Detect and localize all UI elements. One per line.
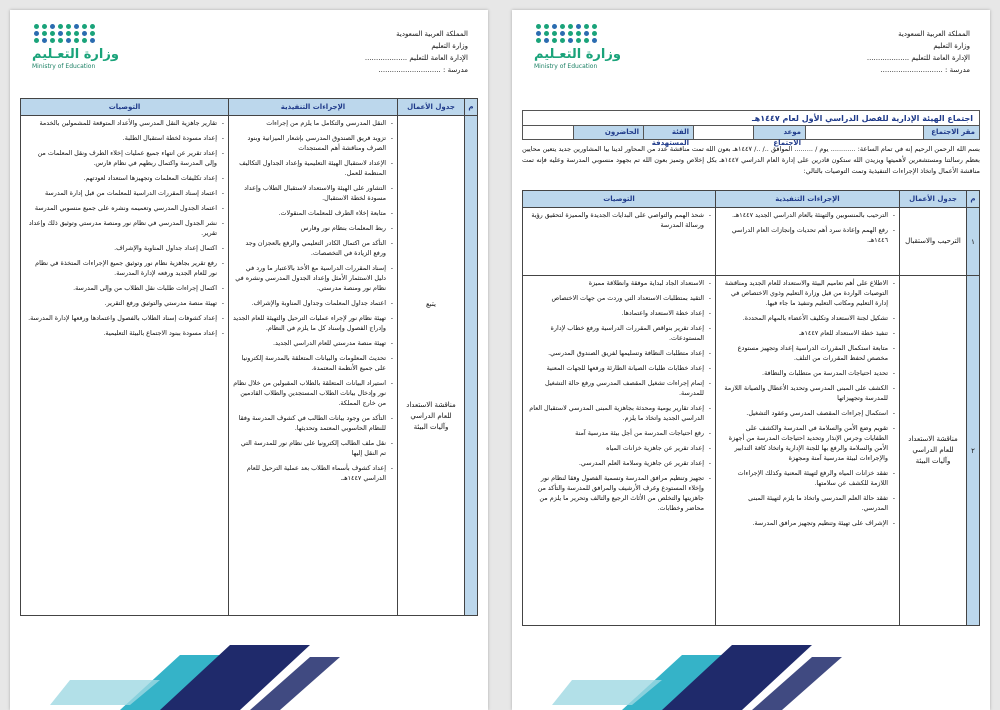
list-item: - الإعداد لاستقبال الهيئة التعليمية وإعداد الجداول التكاليف المنظمة للعمل. <box>233 158 393 178</box>
ministry-logo <box>32 24 122 82</box>
list-item: - اعتماد إسناد المقررات الدراسية للمعلمات من قبل إدارة المدرسة <box>25 188 224 198</box>
logo-english-text: Ministry of Education <box>32 63 96 70</box>
list-item: - إعداد تقرير بنواقص المقررات الدراسية ورفع خطاب لإدارة المستودعات. <box>527 323 711 343</box>
col-procedures-header: الإجراءات التنفيذية <box>229 99 398 116</box>
list-item: - نقل ملف الطالب إلكترونيا على نظام نور للمدرسة التي تم النقل إليها <box>233 438 393 458</box>
header-country: المملكة العربية السعودية <box>898 30 970 38</box>
list-item: - إعداد خطابات طلبات الصيانة الطارئة ورفعها للجهات المعنية <box>527 363 711 373</box>
agenda-table-continued <box>20 98 478 616</box>
list-item: - إعداد مسودة ببنود الاجتماع بالبيئة التعليمية. <box>25 328 224 338</box>
footer-decoration <box>10 635 488 710</box>
list-item: - إعداد تقارير يومية ومحدثة بجاهزية المبنى المدرسي لاستقبال العام الدراسي الجديد واتخاذ ما يلزم. <box>527 403 711 423</box>
procedures-list <box>720 210 895 245</box>
header-directorate: الإدارة العامة للتعليم ................... <box>866 54 970 62</box>
col-axis-header: جدول الأعمال <box>398 99 465 116</box>
list-item: - تزويد فريق الصندوق المدرسي بإشعار الميزانية وبنود الصرف ومناقشة أهم المستجدات <box>233 133 393 153</box>
meta-place-value <box>805 126 923 139</box>
recommendations-cell <box>523 208 716 276</box>
list-item: - تنفيذ خطة الاستعداد للعام ١٤٤٧هـ <box>720 328 895 338</box>
list-item: - إعداد كشوف بأسماء الطلاب بعد عملية الترحيل للعام الدراسي ١٤٤٧هـ. <box>233 463 393 483</box>
meta-attendees-value <box>523 126 573 139</box>
list-item: - الترحيب بالمنسوبين والتهنئة بالعام الدراسي الجديد ١٤٤٧هـ. <box>720 210 895 220</box>
recommendations-cell <box>21 116 229 616</box>
list-item: - تفقد حالة العلم المدرسي واتخاذ ما يلزم لتهيئة المبنى المدرسي. <box>720 493 895 513</box>
agenda-axis-cell: مناقشة الاستعداد للعام الدراسي وآليات البيئة <box>900 276 967 626</box>
list-item: - تجهيز وتنظيم مرافق المدرسة وتسمية الفصول وفقا لنظام نور وإخلاء المستودع وغرف الأرشيف والمرافق للمدرسة والتأكد من جاهزيتها والتخلص من الأثاث الرجيع والتالف وتحرير ما يلزم من محاضر وخطابات. <box>527 473 711 513</box>
list-item: - الكشف على المبنى المدرسي وتحديد الأعطال والصيانة اللازمة للمدرسة وتجهيزاتها <box>720 383 895 403</box>
agenda-axis-text: مناقشة الاستعداد للعام الدراسي وآليات البيئة <box>406 400 456 431</box>
list-item: - إعداد تكليفات المعلمات وتجهيزها استعداد لعودتهم. <box>25 173 224 183</box>
list-item: - تهيئة نظام نور لإجراء عمليات الترحيل والتهيئة للعام الجديد وإدراج الفصول وإسناد كل ما يلزم في النظام. <box>233 313 393 333</box>
procedures-list <box>233 118 393 483</box>
list-item: - اكتمال إجراءات طلبات نقل الطلاب من وإلى المدرسة. <box>25 283 224 293</box>
continued-label: يتبع <box>426 299 436 308</box>
list-item: - التأكد من وجود بيانات الطالب في كشوف المدرسة وفقا للنظام الحاسوبي المعتمد وتحديثها. <box>233 413 393 433</box>
recommendations-cell <box>523 276 716 626</box>
page-header <box>318 28 468 76</box>
list-item: - التأكد من اكتمال الكادر التعليمي والرفع بالعجزان وجد ورفع الزيادة في التخصصات. <box>233 238 393 258</box>
list-item: - اعتماد جداول المعلمات وجداول المناوبة والإشراف. <box>233 298 393 308</box>
list-item: - تفقد خزانات المياه والرفع لتهيئة المعنية وكذلك الإجراءات اللازمة للكشف عن سلامتها. <box>720 468 895 488</box>
logo-dots-icon <box>34 24 122 43</box>
list-item: - متابعة استكمال المقررات الدراسية إعداد وتجهيز مستودع مخصص لحفظ المقررات من التلف. <box>720 343 895 363</box>
footer-decoration <box>512 635 990 710</box>
row-number-cell <box>465 116 478 616</box>
list-item: - استيراد البيانات المتعلقة بالطلاب المقبولين من خلال نظام نور وإدخال بيانات الطلاب المستجدين والطلاب القادمين من خارج المملكة. <box>233 378 393 408</box>
meta-place-label: مقر الاجتماع <box>923 126 979 139</box>
row-number-cell: ٢ <box>967 276 980 626</box>
list-item: - إعداد مسودة لخطة استقبال الطلبة. <box>25 133 224 143</box>
document-page-main <box>512 10 990 710</box>
col-number-header: م <box>465 99 478 116</box>
meeting-title: اجتماع الهيئة الإدارية للفصل الدراسي الأول لعام ١٤٤٧هـ <box>522 110 980 126</box>
page-header <box>820 28 970 76</box>
header-ministry: وزارة التعليم <box>431 42 468 50</box>
header-ministry: وزارة التعليم <box>933 42 970 50</box>
list-item: - ربط المعلمات بنظام نور وفارس <box>233 223 393 233</box>
logo-english-text: Ministry of Education <box>534 63 598 70</box>
col-axis-header: جدول الأعمال <box>900 191 967 208</box>
list-item: - رفع احتياجات المدرسة من أجل بيئة مدرسية آمنة <box>527 428 711 438</box>
logo-dots-icon <box>536 24 624 43</box>
meta-target-label: الفئة المستهدفة <box>643 126 693 139</box>
list-item: - إعداد خطة الاستعداد واعتمادها. <box>527 308 711 318</box>
logo-arabic-text: وزارة التعـليم <box>32 47 119 62</box>
list-item: - تقارير جاهزية النقل المدرسي والأعداد المتوقعة للمشمولين بالخدمة <box>25 118 224 128</box>
agenda-axis-cell: الترحيب والاستقبال <box>900 208 967 276</box>
list-item: - تقويم وضع الأمن والسلامة في المدرسة والكشف على الطفايات وجرس الإنذار وتحديد احتياجات المدرسة من أجهزة الأمن والسلامة والرفع بها للجنة الإدارية واتخاذ كافة التدابير والإجراءات لبيئة مدرسية آمنة ومجهزة <box>720 423 895 463</box>
agenda-table <box>522 190 980 626</box>
list-item: - اعتماد الجدول المدرسي وتعميمه ونشره على جميع منسوبي المدرسة <box>25 203 224 213</box>
header-school: مدرسة : ............................ <box>880 66 970 74</box>
meta-date-label: موعد الاجتماع <box>753 126 805 139</box>
list-item: - تشكيل لجنة الاستعداد وتكليف الأعضاء بالمهام المحددة. <box>720 313 895 323</box>
list-item: - تحديث المعلومات والبيانات المتعلقة بالمدرسة إلكترونيا على جميع الأنظمة المعتمدة. <box>233 353 393 373</box>
list-item: - إعداد تقرير عن جاهزية خزانات المياه <box>527 443 711 453</box>
list-item: - إسناد المقررات الدراسية مع الأخذ بالاعتبار ما ورد في دليل الاستثمار الأمثل وإعداد الجدول المدرسي ونشره في نظام نور ومنصة مدرستي. <box>233 263 393 293</box>
col-number-header: م <box>967 191 980 208</box>
meeting-meta-row <box>522 126 980 147</box>
list-item: - إتمام إجراءات تشغيل المقصف المدرسي ورفع حالة التشغيل للمدرسة. <box>527 378 711 398</box>
meeting-intro: بسم الله الرحمن الرحيم إنه في تمام الساعة: ............ يوم / ......... الموافق ../ ../ ١٤٤٧هـ بعون الله تمت مناقشة عدد من المحاور لدينا بيا المشاورين جديد يتعين محايين بعظم رسالتنا ومستشعرين لأهميتها ويزيدن الله ستكون قادرين على إدارة العام الدراسي ١٤٤٧هـ بكل إخلاص وتميز بعون الله تم بجهود منسوبي المدرسة وعليه فإنه تمت مناقشة الأعمال واتخاذ الإجراءات التنفيذية وتمت التوصيات بالتالي: <box>522 145 980 175</box>
list-item: - رفع الهمم وإعادة سرد أهم تحديات وإنجازات العام الدراسي ١٤٤٦هـ. <box>720 225 895 245</box>
col-recommendations-header: التوصيات <box>21 99 229 116</box>
list-item: - تهيئة منصة مدرستي للعام الدراسي الجديد. <box>233 338 393 348</box>
logo-arabic-text: وزارة التعـليم <box>534 47 621 62</box>
list-item: - تهيئة منصة مدرستي والتوثيق ورفع التقرير. <box>25 298 224 308</box>
header-country: المملكة العربية السعودية <box>396 30 468 38</box>
meta-date-value <box>693 126 753 139</box>
col-procedures-header: الإجراءات التنفيذية <box>716 191 900 208</box>
list-item: - التشاور على الهيئة والاستعداد لاستقبال الطلاب وإعداد مسودة لخطة الاستقبال. <box>233 183 393 203</box>
procedures-cell <box>229 116 398 616</box>
list-item: - الاطلاع على أهم تعاميم البيئة والاستعداد للعام الجديد ومناقشة التوصيات الواردة من قبل وزارة التعليم وذوي الاختصاص في إدارة التعليم ومكاتب التعليم وتنفيذ ما جاء فيها. <box>720 278 895 308</box>
list-item: - رفع تقرير بجاهزية نظام نور وتوثيق جميع الإجراءات المتخذة في نظام نور للعام الجديد ورفعه لإدارة المدرسة. <box>25 258 224 278</box>
list-item: - تحديد احتياجات المدرسة من متطلبات والنظافة. <box>720 368 895 378</box>
list-item: - متابعة إخلاء الطرف للمعلمات المنقولات. <box>233 208 393 218</box>
ministry-logo <box>534 24 624 82</box>
meta-attendees-label: الحاضرون <box>573 126 643 139</box>
list-item: - نشر الجدول المدرسي في نظام نور ومنصة مدرستي وتوثيق ذلك وإعداد تقرير. <box>25 218 224 238</box>
list-item: - الاستعداد الجاد لبداية موفقة وانطلاقة مميزة <box>527 278 711 288</box>
recommendations-list <box>527 278 711 513</box>
agenda-axis-cell <box>398 116 465 616</box>
list-item: - التقيد بمتطلبات الاستعداد التي وردت من جهات الاختصاص <box>527 293 711 303</box>
col-recommendations-header: التوصيات <box>523 191 716 208</box>
header-directorate: الإدارة العامة للتعليم ................... <box>364 54 468 62</box>
list-item: - إعداد تقرير عن انتهاء جميع عمليات إخلاء الطرف ونقل المعلمات من وإلى المدرسة واكتمال ربطهم في نظام فارس. <box>25 148 224 168</box>
header-school: مدرسة : ............................ <box>378 66 468 74</box>
list-item: - إعداد كشوفات إسناد الطلاب بالفصول واعتمادها ورفعها لإدارة المدرسة. <box>25 313 224 323</box>
list-item: - إعداد تقرير عن جاهزية وسلامة العلم المدرسي. <box>527 458 711 468</box>
list-item: - شحذ الهمم والتواصي على البدايات الجديدة والمميزة لتحقيق رؤية ورسالة المدرسة <box>527 210 711 230</box>
list-item: - إعداد متطلبات النظافة وتسليمها لفريق الصندوق المدرسي. <box>527 348 711 358</box>
row-number-cell: ١ <box>967 208 980 276</box>
list-item: - الإشراف على تهيئة وتنظيم وتجهيز مرافق المدرسة. <box>720 518 895 528</box>
procedures-list <box>720 278 895 528</box>
procedures-cell <box>716 276 900 626</box>
recommendations-list <box>527 210 711 230</box>
list-item: - استكمال إجراءات المقصف المدرسي وعقود التشغيل. <box>720 408 895 418</box>
procedures-cell <box>716 208 900 276</box>
list-item: - اكتمال إعداد جداول المناوبة والإشراف. <box>25 243 224 253</box>
list-item: - النقل المدرسي والتكامل ما يلزم من إجراءات <box>233 118 393 128</box>
document-page-continued <box>10 10 488 710</box>
recommendations-list <box>25 118 224 338</box>
